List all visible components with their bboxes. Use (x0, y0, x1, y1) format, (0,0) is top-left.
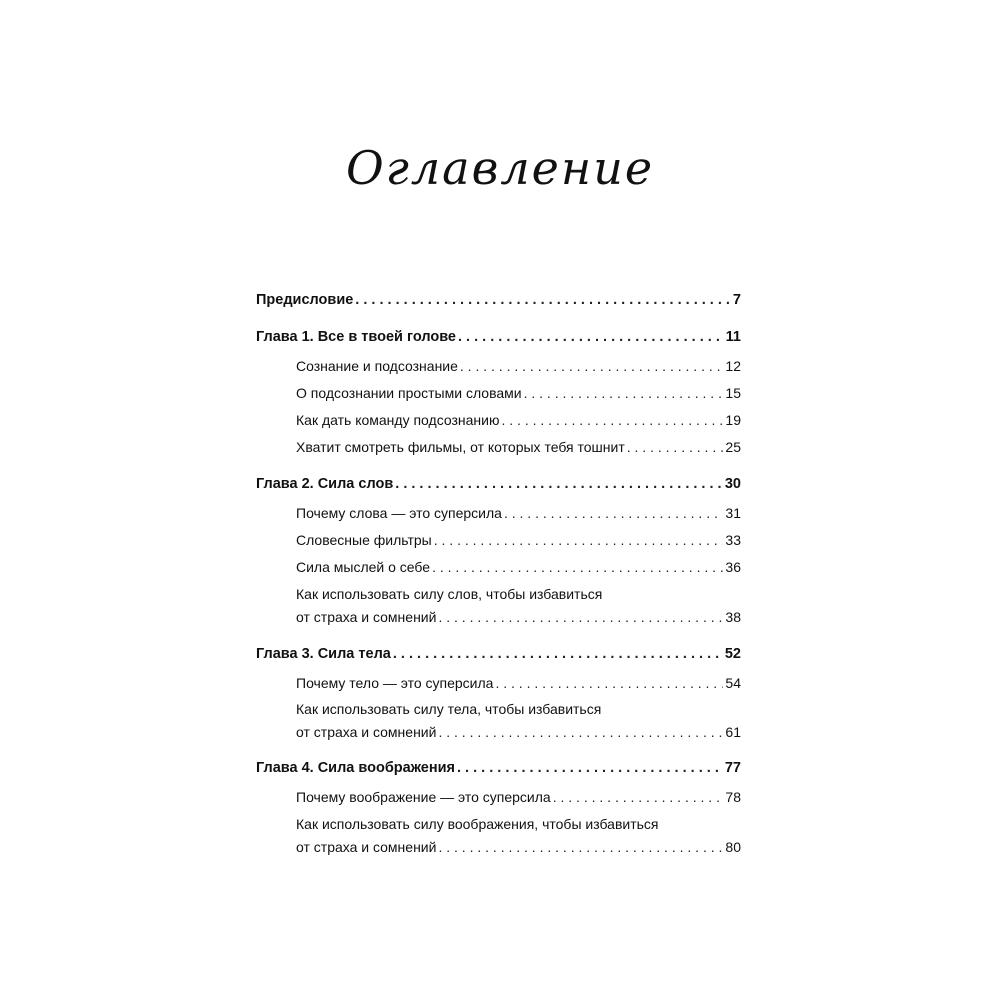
toc-entry-title: Хватит смотреть фильмы, от которых тебя тошнит (296, 439, 625, 455)
toc-entry-title: Глава 2. Сила слов (256, 476, 394, 492)
toc-entry-page: 31 (725, 505, 741, 521)
toc-entry-section[interactable] (296, 675, 741, 697)
toc-entry-section[interactable] (296, 532, 741, 554)
toc-leader-dots (355, 292, 731, 308)
toc-entry-title: О подсознании простыми словами (296, 385, 522, 401)
toc-entry-title: Глава 4. Сила воображения (256, 760, 455, 776)
toc-entry-page: 36 (725, 559, 741, 575)
toc-entry-page: 30 (724, 476, 741, 492)
toc-leader-dots (434, 532, 724, 548)
toc-entry-page: 15 (725, 385, 741, 401)
toc-entry-section[interactable] (296, 439, 741, 461)
toc-entry-section[interactable] (296, 789, 741, 811)
toc-entry-chapter-4[interactable] (256, 760, 741, 782)
toc-entry-title: Как использовать силу тела, чтобы избавиться (296, 701, 602, 717)
toc-entry-page: 25 (725, 439, 741, 455)
toc-entry-section-line1[interactable] (296, 701, 741, 723)
toc-entry-section[interactable] (296, 839, 741, 861)
toc-entry-page: 11 (725, 329, 741, 345)
toc-entry-section-line1[interactable] (296, 586, 741, 608)
toc-leader-dots (553, 789, 724, 805)
toc-entry-title: от страха и сомнений (296, 609, 437, 625)
toc-leader-dots (438, 724, 723, 740)
toc-leader-dots (504, 505, 723, 521)
toc-entry-title: Предисловие (256, 292, 354, 308)
toc-entry-page: 33 (725, 532, 741, 548)
toc-entry-title: Почему воображение — это суперсила (296, 789, 551, 805)
toc-entry-title: Как использовать силу воображения, чтобы избавиться (296, 816, 659, 832)
toc-entry-title: Сила мыслей о себе (296, 559, 431, 575)
toc-entry-section[interactable] (296, 559, 741, 581)
toc-leader-dots (501, 412, 723, 428)
toc-entry-title: Почему слова — это суперсила (296, 505, 502, 521)
toc-entry-title: Словесные фильтры (296, 532, 432, 548)
toc-leader-dots (524, 385, 724, 401)
toc-entry-title: Как использовать силу слов, чтобы избавиться (296, 586, 603, 602)
toc-leader-dots (457, 760, 723, 776)
toc-leader-dots (432, 559, 723, 575)
toc-entry-page: 80 (725, 839, 741, 855)
toc-entry-section[interactable] (296, 358, 741, 380)
toc-entry-page: 54 (725, 675, 741, 691)
toc-entry-title: Глава 3. Сила тела (256, 646, 391, 662)
toc-entry-page: 78 (725, 789, 741, 805)
toc-entry-chapter-2[interactable] (256, 476, 741, 498)
toc-entry-section-line1[interactable] (296, 816, 741, 838)
toc-entry-title: Почему тело — это суперсила (296, 675, 494, 691)
toc-entry-section[interactable] (296, 412, 741, 434)
toc-entry-page: 61 (725, 724, 741, 740)
toc-entry-section[interactable] (296, 609, 741, 631)
toc-entry-title: Сознание и подсознание (296, 358, 458, 374)
toc-leader-dots (393, 646, 723, 662)
toc-entry-page: 19 (725, 412, 741, 428)
toc-entry-section[interactable] (296, 505, 741, 527)
toc-entry-preface[interactable] (256, 292, 741, 314)
toc-entry-section[interactable] (296, 385, 741, 407)
toc-leader-dots (460, 358, 724, 374)
toc-entry-page: 52 (724, 646, 741, 662)
page-title: Оглавление (345, 141, 655, 195)
toc-entry-title: Глава 1. Все в твоей голове (256, 329, 456, 345)
toc-entry-page: 7 (732, 292, 741, 308)
toc-entry-page: 77 (724, 760, 741, 776)
toc-entry-section[interactable] (296, 724, 741, 746)
toc-leader-dots (395, 476, 723, 492)
toc-entry-page: 12 (725, 358, 741, 374)
toc-entry-chapter-3[interactable] (256, 646, 741, 668)
toc-leader-dots (495, 675, 723, 691)
toc-leader-dots (438, 609, 723, 625)
toc-entry-title: от страха и сомнений (296, 724, 437, 740)
toc-leader-dots (438, 839, 723, 855)
toc-entry-title: Как дать команду подсознанию (296, 412, 500, 428)
toc-entry-chapter-1[interactable] (256, 329, 741, 351)
toc-leader-dots (627, 439, 724, 455)
toc-leader-dots (458, 329, 724, 345)
toc-entry-page: 38 (725, 609, 741, 625)
toc-entry-title: от страха и сомнений (296, 839, 437, 855)
